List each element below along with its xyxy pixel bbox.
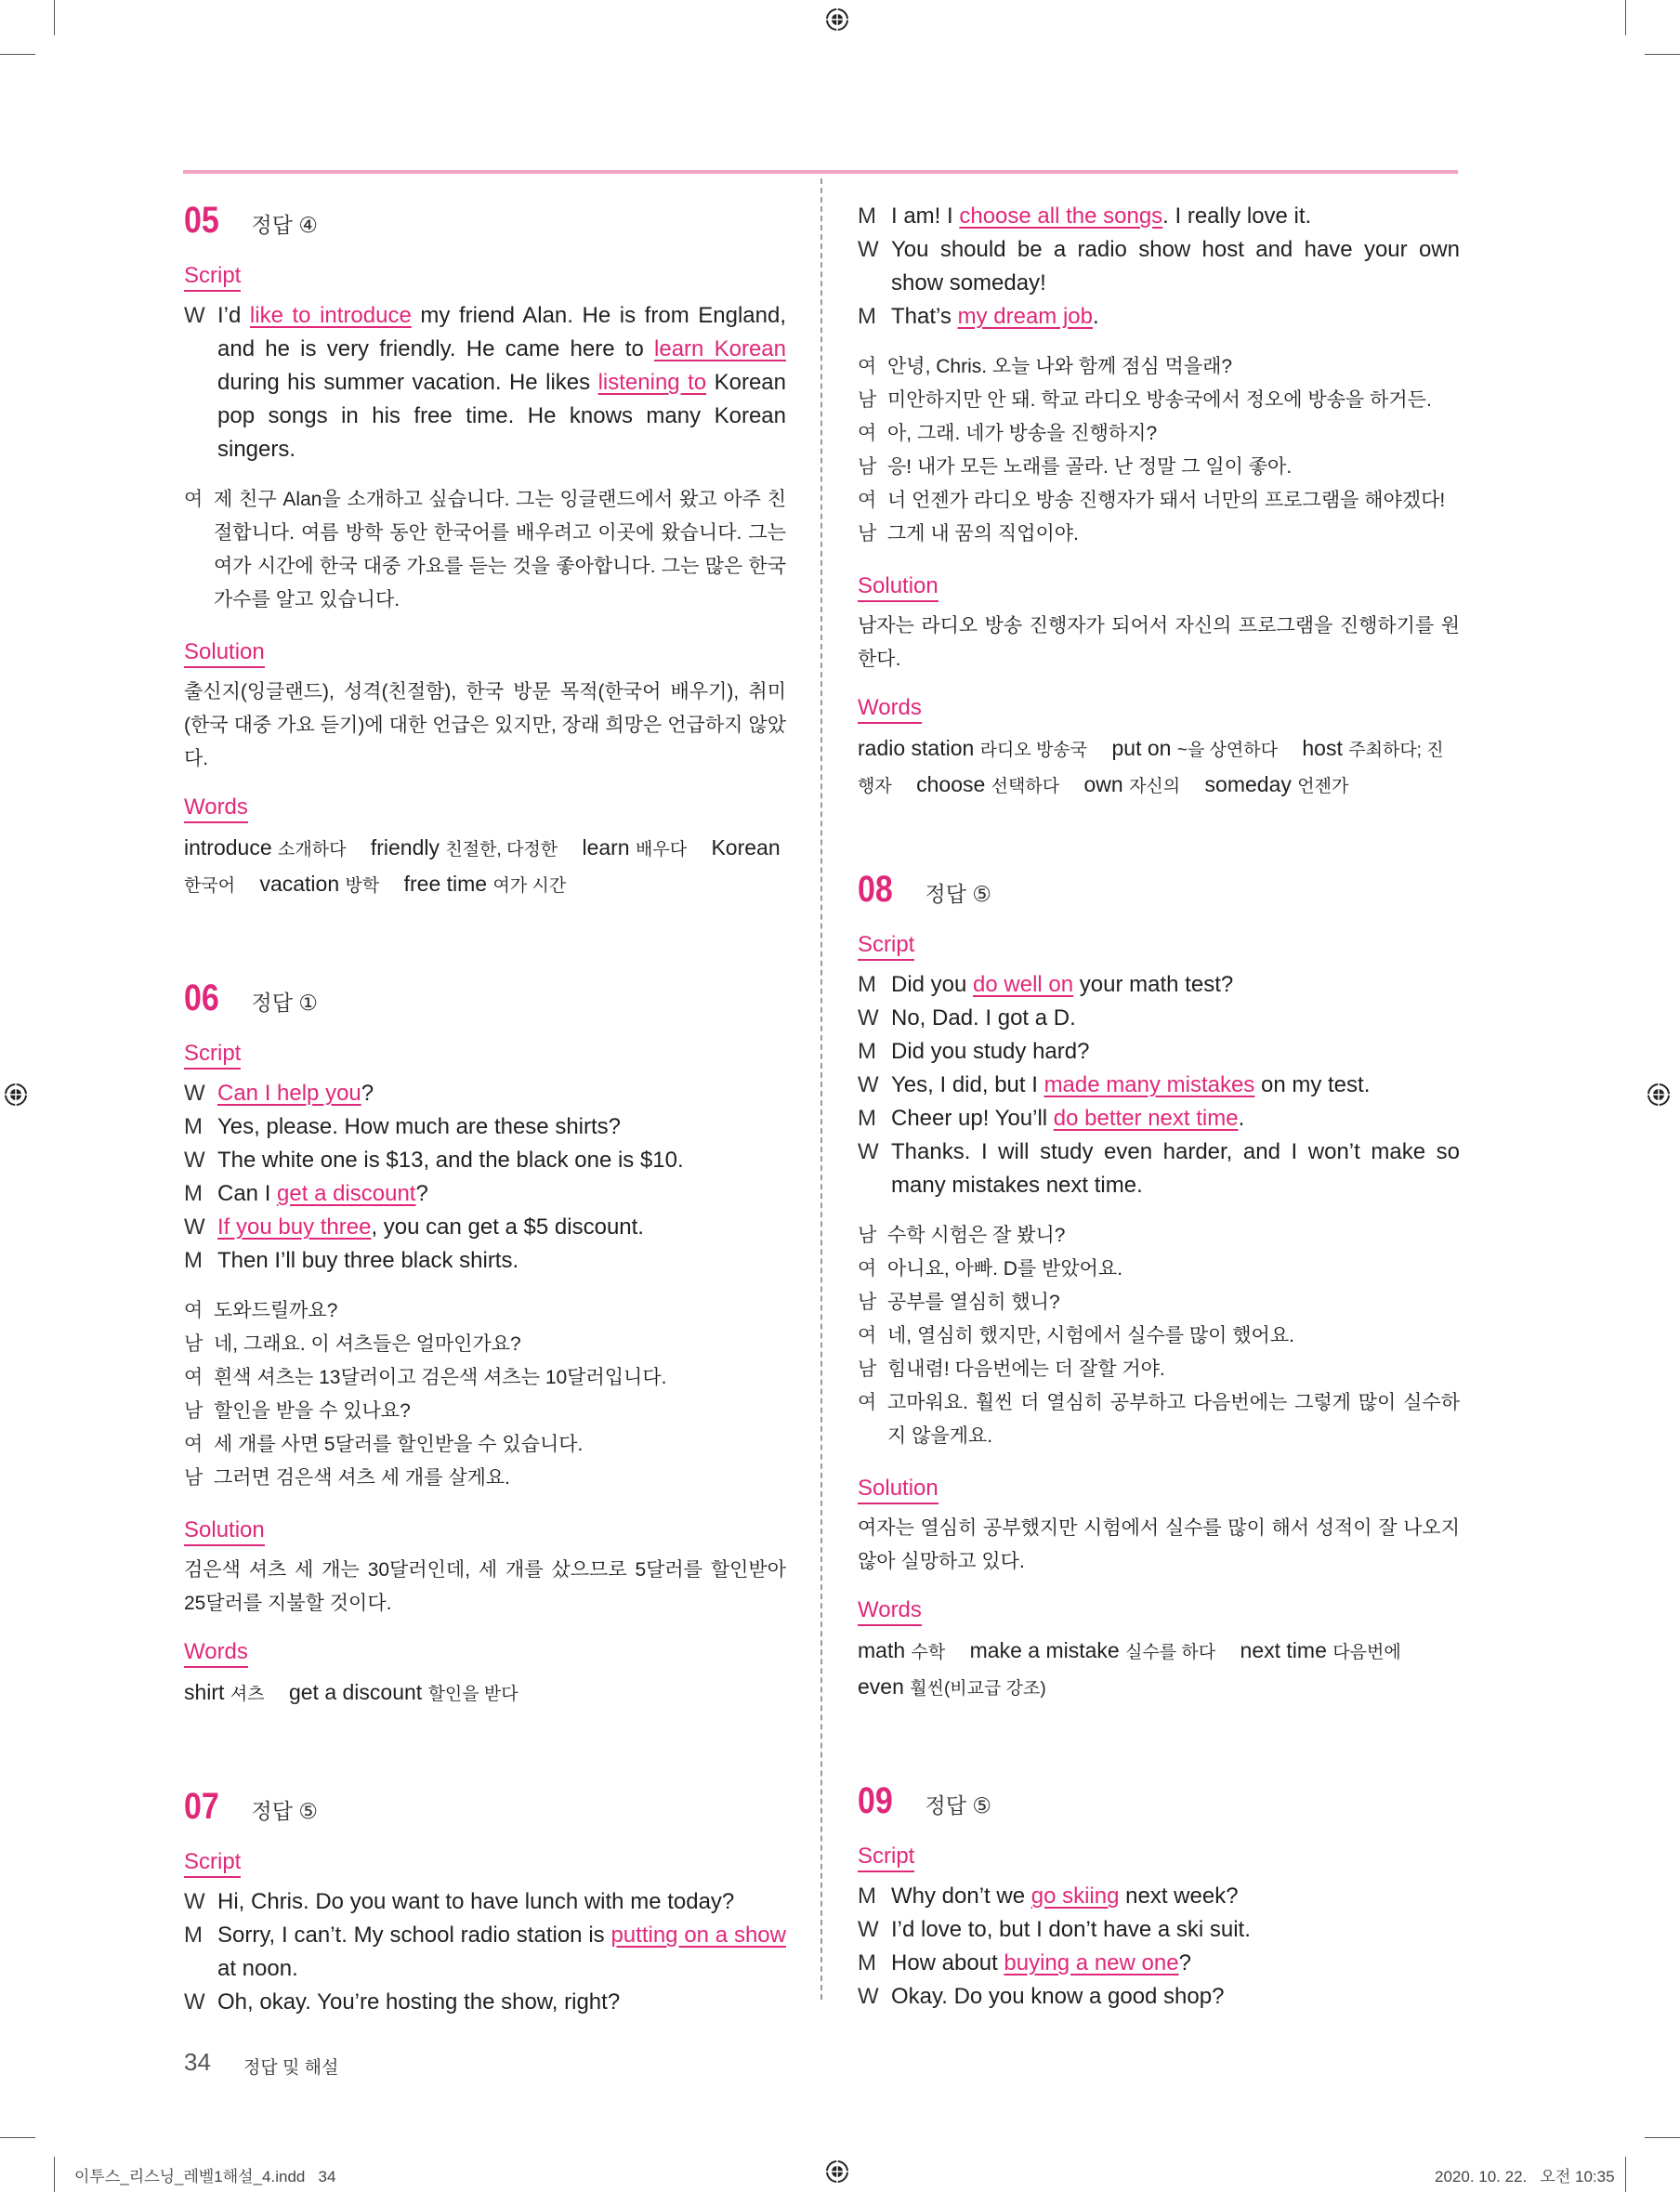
script-text <box>217 1077 786 1110</box>
translation-lines <box>184 1294 786 1495</box>
word-english: radio station <box>858 736 975 760</box>
word-list <box>184 1675 786 1712</box>
script-text <box>217 1144 786 1177</box>
translation-line <box>184 1294 786 1328</box>
script-segment: during his summer vacation. He likes <box>217 370 598 395</box>
speaker-label: W <box>184 1989 205 2015</box>
speaker-label: W <box>858 1005 879 1030</box>
speaker-label: 남 <box>184 1400 203 1422</box>
header-rule <box>183 170 1458 174</box>
speaker-label: M <box>858 1950 876 1975</box>
word-meaning: 수학 <box>911 1643 946 1662</box>
script-segment: on my test. <box>1254 1072 1371 1097</box>
script-line <box>184 1211 786 1244</box>
speaker-label: W <box>184 1081 205 1106</box>
translation-text: 고마워요. 훨씬 더 열심히 공부하고 다음번에는 그렇게 많이 실수하지 않을게요. <box>887 1392 1460 1447</box>
script-text <box>891 300 1460 334</box>
speaker-label: 여 <box>184 1300 203 1321</box>
word-entry <box>259 872 379 896</box>
dictation-answer: listening to <box>597 370 707 395</box>
question-header <box>184 978 786 1035</box>
word-english: host <box>1302 736 1343 760</box>
answer-key: 정답 ⑤ <box>925 882 991 906</box>
translation-line <box>858 1286 1460 1319</box>
solution-label: Solution <box>858 1476 938 1504</box>
speaker-label: W <box>858 1072 879 1097</box>
question-07 <box>184 1786 786 2019</box>
answer-key: 정답 ⑤ <box>925 1793 991 1818</box>
word-meaning: 라디오 방송국 <box>979 741 1088 760</box>
word-english: Korean <box>711 835 781 860</box>
speaker-label: 여 <box>858 1258 877 1280</box>
script-line <box>858 1913 1460 1947</box>
script-text <box>217 299 786 466</box>
translation-text: 제 친구 Alan을 소개하고 싶습니다. 그는 잉글랜드에서 왔고 아주 친절합니다. 여름 방학 동안 한국어를 배우려고 이곳에 왔습니다. 그는 여가 시간에 한국 대중 가요를 듣는 것을 좋아합니다. 그는 많은 한국 가수를 알고 있습니다. <box>214 489 786 610</box>
word-meaning: 여가 시간 <box>492 876 567 896</box>
word-meaning: 한국어 <box>184 876 236 896</box>
script-text <box>891 1135 1460 1202</box>
solution-text: 여자는 열심히 공부했지만 시험에서 실수를 많이 해서 성적이 잘 나오지 않아 실망하고 있다. <box>858 1517 1460 1572</box>
script-segment: Can I <box>217 1181 278 1206</box>
translation-lines <box>858 350 1460 551</box>
word-meaning: 훨씬(비교급 강조) <box>910 1679 1046 1699</box>
question-09 <box>858 1780 1460 2014</box>
translation-line <box>858 1253 1460 1286</box>
print-slug-datetime: 2020. 10. 22. 오전 10:35 <box>1435 2168 1615 2185</box>
word-entry <box>858 1674 1046 1699</box>
speaker-label: M <box>858 1106 876 1131</box>
dictation-answer: made many mistakes <box>1043 1072 1255 1097</box>
word-english: learn <box>582 835 630 860</box>
script-segment: The white one is $13, and the black one is $10. <box>217 1148 684 1173</box>
question-number: 07 <box>184 1786 219 1827</box>
script-line <box>858 200 1460 233</box>
word-entry <box>1240 1638 1401 1662</box>
word-english: own <box>1083 772 1123 796</box>
translation-text: 그게 내 꿈의 직업이야. <box>887 523 1079 545</box>
registration-mark-bottom-icon <box>823 2158 851 2185</box>
script-line <box>858 1980 1460 2014</box>
crop-mark <box>54 2157 55 2192</box>
script-lines <box>858 968 1460 1202</box>
script-segment: next week? <box>1119 1884 1239 1909</box>
crop-mark <box>1625 0 1626 35</box>
speaker-label: W <box>858 1917 879 1942</box>
translation-text: 수학 시험은 잘 봤니? <box>887 1225 1066 1246</box>
script-text <box>891 1069 1460 1102</box>
script-line <box>858 1947 1460 1980</box>
crop-mark <box>1645 2137 1680 2138</box>
script-line <box>858 233 1460 300</box>
word-english: someday <box>1204 772 1292 796</box>
words-label: Words <box>184 1639 248 1668</box>
script-segment: No, Dad. I got a D. <box>891 1005 1076 1030</box>
script-text <box>217 1244 786 1278</box>
question-06 <box>184 978 786 1712</box>
script-segment: Why don’t we <box>891 1884 1031 1909</box>
word-entry <box>582 835 687 860</box>
script-segment: at noon. <box>217 1956 298 1981</box>
word-meaning: 소개하다 <box>278 840 347 860</box>
crop-mark <box>1625 2157 1626 2192</box>
answer-key: 정답 ④ <box>251 213 318 237</box>
crop-mark <box>0 54 35 55</box>
word-meaning: 할인을 받다 <box>427 1685 518 1704</box>
solution-label: Solution <box>184 639 265 668</box>
registration-mark-right-icon <box>1645 1081 1673 1109</box>
speaker-label: M <box>858 1039 876 1064</box>
question-07-continued <box>858 200 1460 804</box>
crop-mark <box>0 2137 35 2138</box>
question-header <box>184 200 786 257</box>
word-english: choose <box>916 772 986 796</box>
script-line <box>184 299 786 466</box>
word-entry <box>1112 736 1279 760</box>
word-entry <box>371 835 558 860</box>
script-segment: Cheer up! You’ll <box>891 1106 1054 1131</box>
script-line <box>184 1177 786 1211</box>
script-text <box>217 1885 786 1919</box>
dictation-answer: learn Korean <box>654 336 786 361</box>
speaker-label: 여 <box>184 1367 203 1388</box>
script-text <box>891 1035 1460 1069</box>
speaker-label: 여 <box>858 1325 877 1346</box>
translation-text: 아, 그래. 네가 방송을 진행하지? <box>887 423 1158 444</box>
script-line <box>858 1880 1460 1913</box>
word-english: even <box>858 1674 904 1699</box>
translation-text: 응! 내가 모든 노래를 골라. 난 정말 그 일이 좋아. <box>887 456 1293 478</box>
word-meaning: 배우다 <box>636 840 688 860</box>
script-segment: ? <box>415 1181 428 1206</box>
crop-mark <box>54 0 55 35</box>
translation-line <box>858 350 1460 384</box>
word-meaning: 주최하다; 진행자 <box>858 741 1444 796</box>
script-text <box>891 1880 1460 1913</box>
script-line <box>858 1035 1460 1069</box>
word-meaning: 친절한, 다정한 <box>445 840 558 860</box>
translation-text: 할인을 받을 수 있나요? <box>214 1400 411 1422</box>
speaker-label: 남 <box>858 523 877 545</box>
translation-lines <box>184 483 786 617</box>
word-english: introduce <box>184 835 272 860</box>
translation-text: 네, 그래요. 이 셔츠들은 얼마인가요? <box>214 1333 521 1355</box>
translation-text: 공부를 열심히 했니? <box>887 1292 1060 1313</box>
script-line <box>858 300 1460 334</box>
word-list <box>858 731 1460 804</box>
script-segment: Did you <box>891 972 974 997</box>
script-text <box>217 1986 786 2019</box>
script-segment: Korean pop songs in his free time. He knows many Korean singers. <box>217 370 786 462</box>
speaker-label: M <box>184 1248 203 1273</box>
script-segment: . I really love it. <box>1162 203 1312 229</box>
page-number: 34 <box>184 2048 211 2076</box>
translation-line <box>858 1353 1460 1386</box>
script-line <box>184 1244 786 1278</box>
translation-text: 그러면 검은색 셔츠 세 개를 살게요. <box>214 1467 511 1489</box>
script-line <box>184 1885 786 1919</box>
solution-text: 검은색 셔츠 세 개는 30달러인데, 세 개를 샀으므로 5달러를 할인받아 25달러를 지불할 것이다. <box>184 1559 786 1614</box>
question-header <box>858 869 1460 926</box>
dictation-answer: buying a new one <box>1004 1950 1179 1975</box>
script-lines <box>184 299 786 466</box>
speaker-label: 남 <box>858 1359 877 1380</box>
translation-lines <box>858 1219 1460 1453</box>
words-label: Words <box>858 1597 922 1626</box>
word-entry <box>184 1680 265 1704</box>
script-text <box>217 1211 786 1244</box>
left-column <box>184 200 786 2094</box>
script-text <box>891 1947 1460 1980</box>
question-number: 05 <box>184 200 219 241</box>
dictation-answer: go skiing <box>1030 1884 1120 1909</box>
script-line <box>858 968 1460 1002</box>
answer-key: 정답 ① <box>251 991 318 1015</box>
script-segment: , you can get a $5 discount. <box>371 1214 644 1240</box>
word-english: free time <box>403 872 488 896</box>
script-segment: your math test? <box>1073 972 1234 997</box>
speaker-label: W <box>858 1984 879 2009</box>
speaker-label: M <box>184 1181 203 1206</box>
footer-section-title: 정답 및 해설 <box>243 2058 339 2078</box>
script-segment: ? <box>1178 1950 1191 1975</box>
speaker-label: M <box>184 1114 203 1139</box>
speaker-label: 남 <box>184 1333 203 1355</box>
translation-line <box>858 1386 1460 1453</box>
speaker-label: M <box>858 304 876 329</box>
speaker-label: W <box>184 1889 205 1914</box>
script-label: Script <box>184 1849 241 1878</box>
script-segment: You should be a radio show host and have your own show someday! <box>891 237 1460 295</box>
script-line <box>184 1986 786 2019</box>
script-label: Script <box>184 1041 241 1070</box>
script-segment: That’s <box>891 304 958 329</box>
registration-mark-left-icon <box>2 1081 30 1109</box>
speaker-label: 여 <box>858 1392 877 1413</box>
translation-text: 힘내렴! 다음번에는 더 잘할 거야. <box>887 1359 1165 1380</box>
speaker-label: W <box>184 1148 205 1173</box>
script-lines <box>858 1880 1460 2014</box>
word-english: friendly <box>370 835 440 860</box>
speaker-label: W <box>858 1139 879 1164</box>
script-segment: I’d love to, but I don’t have a ski suit. <box>891 1917 1251 1942</box>
script-segment: Hi, Chris. Do you want to have lunch with me today? <box>217 1889 735 1914</box>
speaker-label: 여 <box>858 423 877 444</box>
speaker-label: 여 <box>858 490 877 511</box>
dictation-answer: do better next time <box>1053 1106 1239 1131</box>
script-lines <box>858 200 1460 334</box>
translation-text: 네, 열심히 했지만, 시험에서 실수를 많이 했어요. <box>887 1325 1294 1346</box>
translation-line <box>858 417 1460 451</box>
translation-line <box>858 1319 1460 1353</box>
words-label: Words <box>858 695 922 724</box>
speaker-label: 여 <box>184 1434 203 1455</box>
script-text <box>891 1980 1460 2014</box>
word-entry <box>916 772 1059 796</box>
dictation-answer: my dream job <box>957 304 1093 329</box>
solution-text: 출신지(잉글랜드), 성격(친절함), 한국 방문 목적(한국어 배우기), 취미(한국 대중 가요 듣기)에 대한 언급은 있지만, 장래 희망은 언급하지 않았다. <box>184 681 786 769</box>
word-entry <box>858 1638 945 1662</box>
word-meaning: 선택하다 <box>991 777 1060 796</box>
word-meaning: 실수를 하다 <box>1125 1643 1216 1662</box>
word-english: put on <box>1111 736 1172 760</box>
translation-line <box>858 384 1460 417</box>
script-segment: Thanks. I will study even harder, and I won’t make so many mistakes next time. <box>891 1139 1460 1198</box>
word-entry <box>404 872 567 896</box>
script-text <box>217 1177 786 1211</box>
column-divider <box>820 178 822 2000</box>
answer-key: 정답 ⑤ <box>251 1799 318 1823</box>
dictation-answer: putting on a show <box>610 1923 786 1948</box>
word-meaning: 자신의 <box>1129 777 1181 796</box>
script-segment: my friend Alan. He is from England, and he is very friendly. He came here to <box>217 303 787 361</box>
speaker-label: M <box>184 1923 203 1948</box>
speaker-label: 여 <box>184 489 203 510</box>
translation-line <box>184 1462 786 1495</box>
script-segment: I’d <box>217 303 250 328</box>
translation-line <box>858 484 1460 518</box>
script-text <box>217 1110 786 1144</box>
script-text <box>891 200 1460 233</box>
print-slug-filename: 이투스_리스닝_레벨1해설_4.indd 34 <box>74 2168 336 2185</box>
script-segment: . <box>1238 1106 1245 1131</box>
script-segment: Then I’ll buy three black shirts. <box>217 1248 519 1273</box>
speaker-label: 남 <box>858 1292 877 1313</box>
solution-label: Solution <box>858 573 938 602</box>
translation-line <box>858 451 1460 484</box>
translation-line <box>184 1361 786 1395</box>
translation-text: 안녕, Chris. 오늘 나와 함께 점심 먹을래? <box>887 356 1233 377</box>
speaker-label: 여 <box>858 356 877 377</box>
speaker-label: 남 <box>858 1225 877 1246</box>
word-english: vacation <box>259 872 340 896</box>
word-english: get a discount <box>288 1680 423 1704</box>
word-meaning: ~을 상연하다 <box>1176 741 1278 760</box>
word-entry <box>184 835 346 860</box>
script-line <box>184 1144 786 1177</box>
translation-text: 세 개를 사면 5달러를 할인받을 수 있습니다. <box>214 1434 584 1455</box>
dictation-answer: like to introduce <box>249 303 412 328</box>
script-label: Script <box>858 932 914 961</box>
question-05 <box>184 200 786 903</box>
speaker-label: M <box>858 1884 876 1909</box>
solution-text: 남자는 라디오 방송 진행자가 되어서 자신의 프로그램을 진행하기를 원한다. <box>858 615 1460 670</box>
script-lines <box>184 1077 786 1278</box>
registration-mark-top-icon <box>823 6 851 33</box>
translation-text: 흰색 셔츠는 13달러이고 검은색 셔츠는 10달러입니다. <box>214 1367 667 1388</box>
dictation-answer: If you buy three <box>217 1214 372 1240</box>
word-meaning: 언젠가 <box>1297 777 1349 796</box>
word-entry <box>1083 772 1180 796</box>
script-segment: Sorry, I can’t. My school radio station is <box>217 1923 611 1948</box>
script-segment: Yes, please. How much are these shirts? <box>217 1114 622 1139</box>
word-entry <box>858 736 1087 760</box>
script-segment: How about <box>891 1950 1004 1975</box>
question-number: 06 <box>184 978 219 1018</box>
word-english: next time <box>1240 1638 1327 1662</box>
translation-line <box>858 518 1460 551</box>
script-lines <box>184 1885 786 2019</box>
translation-line <box>184 1395 786 1428</box>
script-line <box>858 1069 1460 1102</box>
question-number: 09 <box>858 1780 893 1821</box>
script-label: Script <box>184 263 241 292</box>
script-text <box>891 1002 1460 1035</box>
script-segment: I am! I <box>891 203 960 229</box>
script-segment: ? <box>361 1081 374 1106</box>
script-label: Script <box>858 1844 914 1872</box>
script-line <box>858 1135 1460 1202</box>
right-column <box>858 200 1460 2088</box>
script-segment: Oh, okay. You’re hosting the show, right? <box>217 1989 621 2015</box>
dictation-answer: get a discount <box>277 1181 416 1206</box>
translation-line <box>184 1328 786 1361</box>
speaker-label: 남 <box>184 1467 203 1489</box>
script-segment: Did you study hard? <box>891 1039 1090 1064</box>
script-segment: . <box>1092 304 1099 329</box>
script-line <box>184 1919 786 1986</box>
speaker-label: M <box>858 972 876 997</box>
word-meaning: 다음번에 <box>1332 1643 1401 1662</box>
speaker-label: W <box>858 237 879 262</box>
script-line <box>858 1002 1460 1035</box>
speaker-label: W <box>184 303 205 328</box>
word-meaning: 셔츠 <box>230 1685 265 1704</box>
script-text <box>891 1102 1460 1135</box>
script-text <box>891 968 1460 1002</box>
dictation-answer: choose all the songs <box>959 203 1163 229</box>
script-text <box>891 233 1460 300</box>
word-entry <box>970 1638 1216 1662</box>
speaker-label: 남 <box>858 389 877 411</box>
question-header <box>858 1780 1460 1838</box>
translation-text: 아니요, 아빠. D를 받았어요. <box>887 1258 1123 1280</box>
script-text <box>891 1913 1460 1947</box>
speaker-label: M <box>858 203 876 229</box>
question-08 <box>858 869 1460 1706</box>
question-number: 08 <box>858 869 893 910</box>
script-segment: Yes, I did, but I <box>891 1072 1044 1097</box>
crop-mark <box>1645 54 1680 55</box>
script-line <box>858 1102 1460 1135</box>
word-list <box>858 1634 1460 1706</box>
translation-line <box>184 483 786 617</box>
translation-text: 미안하지만 안 돼. 학교 라디오 방송국에서 정오에 방송을 하거든. <box>887 389 1432 411</box>
words-label: Words <box>184 794 248 823</box>
question-header <box>184 1786 786 1844</box>
script-line <box>184 1110 786 1144</box>
translation-line <box>184 1428 786 1462</box>
word-list <box>184 831 786 903</box>
translation-text: 도와드릴까요? <box>214 1300 338 1321</box>
script-line <box>184 1077 786 1110</box>
word-entry <box>289 1680 518 1704</box>
translation-text: 너 언젠가 라디오 방송 진행자가 돼서 너만의 프로그램을 해야겠다! <box>887 490 1446 511</box>
script-text <box>217 1919 786 1986</box>
word-english: shirt <box>184 1680 225 1704</box>
word-meaning: 방학 <box>345 876 380 896</box>
dictation-answer: do well on <box>973 972 1074 997</box>
translation-line <box>858 1219 1460 1253</box>
word-english: math <box>858 1638 906 1662</box>
word-entry <box>1205 772 1349 796</box>
dictation-answer: Can I help you <box>217 1081 361 1106</box>
word-english: make a mistake <box>969 1638 1120 1662</box>
solution-label: Solution <box>184 1517 265 1546</box>
script-segment: Okay. Do you know a good shop? <box>891 1984 1225 2009</box>
speaker-label: W <box>184 1214 205 1240</box>
speaker-label: 남 <box>858 456 877 478</box>
